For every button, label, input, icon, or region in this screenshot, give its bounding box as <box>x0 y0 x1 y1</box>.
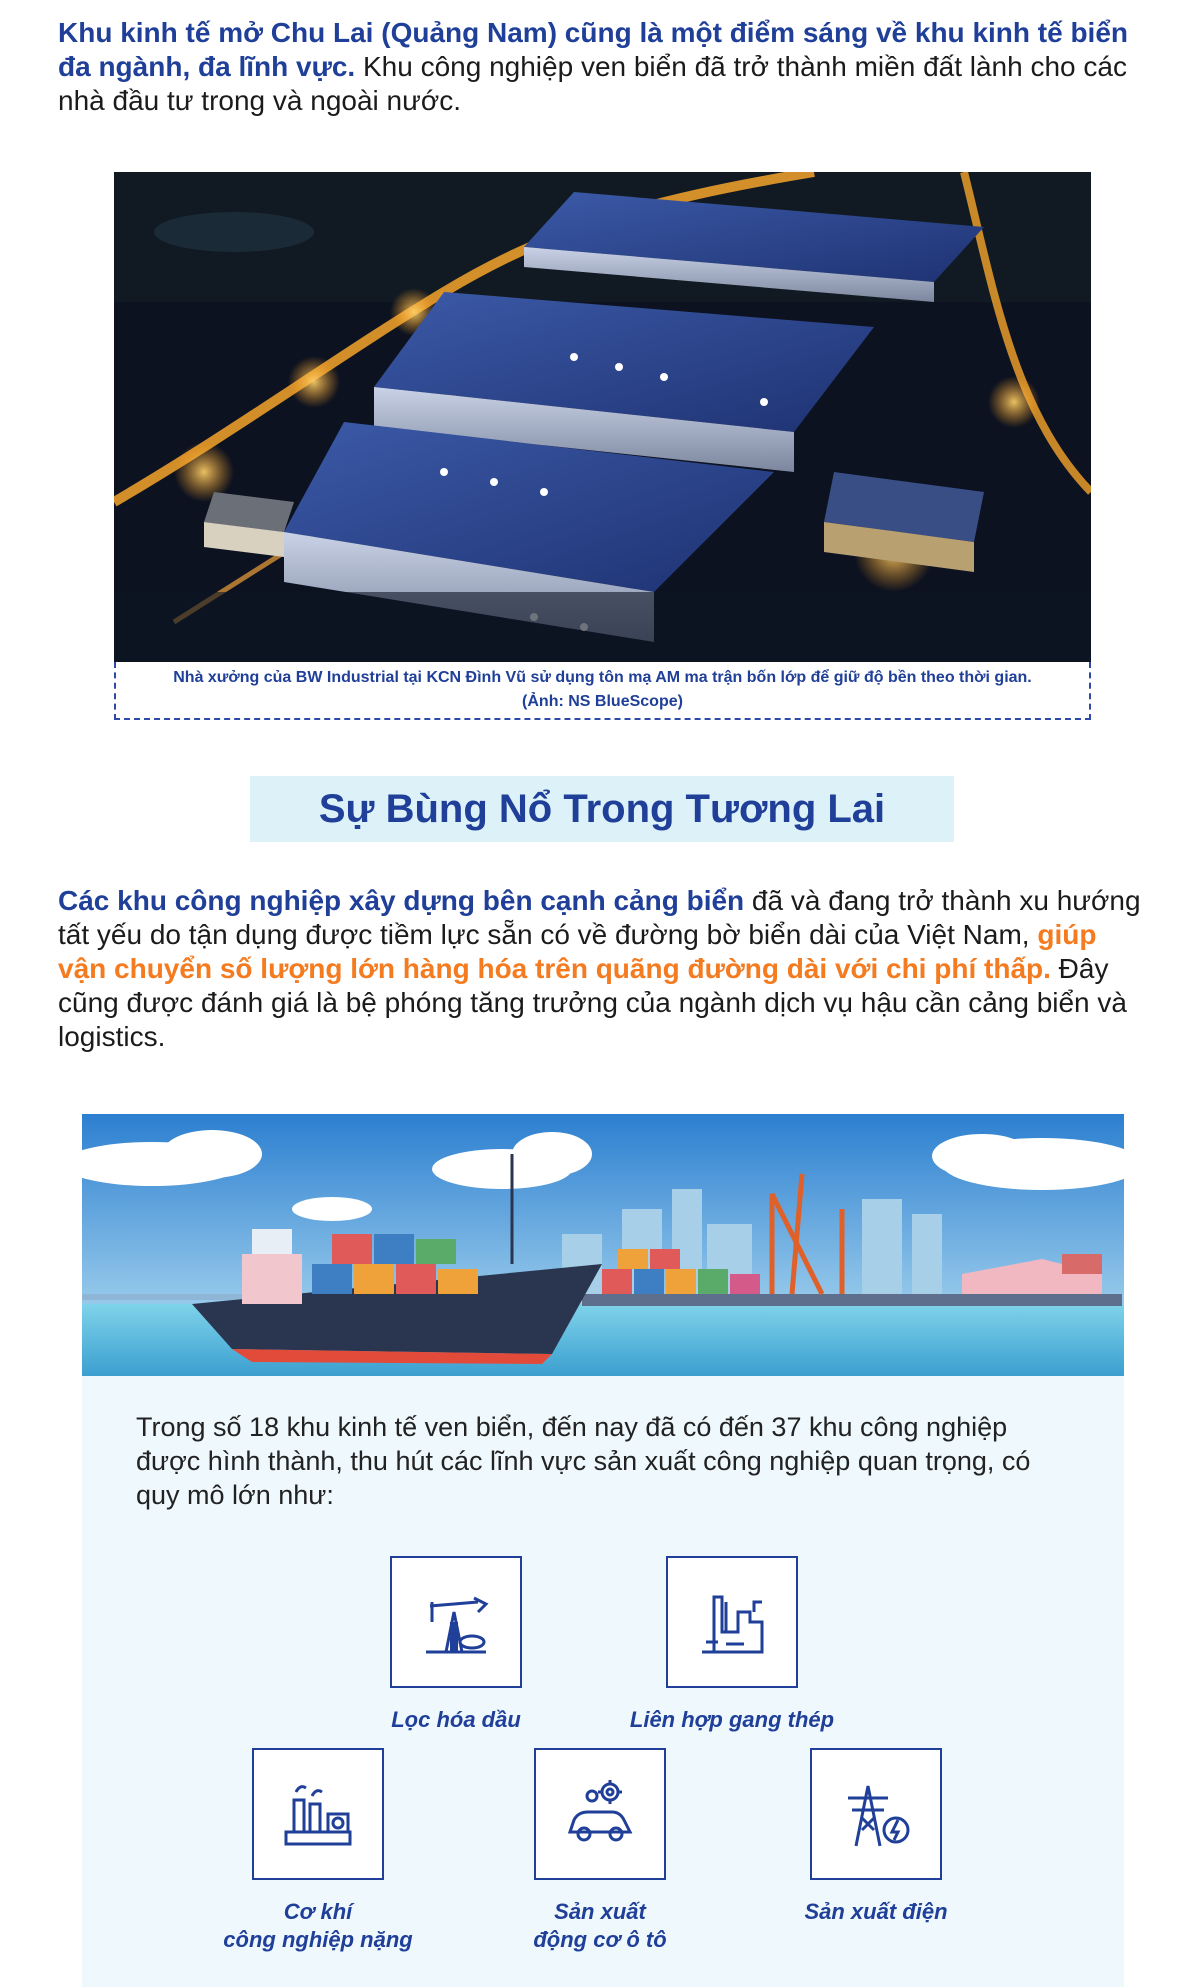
intro-paragraph <box>58 16 1142 118</box>
photo-caption-text: Nhà xưởng của BW Industrial tại KCN Đình Vũ sử dụng tôn mạ AM ma trận bốn lớp để giữ độ bền theo thời gian. (Ảnh: NS BlueScope) <box>173 669 1032 710</box>
section-heading: Sự Bùng Nổ Trong Tương Lai <box>318 786 886 831</box>
car-gear-icon <box>534 1748 666 1880</box>
intro-rest: Khu công nghiệp ven biển đã trở thành miền đất lành cho các nhà đầu tư trong và ngoài nước. <box>58 51 1127 116</box>
power-tower-icon <box>810 1748 942 1880</box>
industry-auto-engine <box>470 1748 730 1954</box>
body-tail: Đây cũng được đánh giá là bệ phóng tăng trưởng của ngành dịch vụ hậu cần cảng biển và logistics. <box>58 953 1127 1052</box>
section-heading-box <box>250 776 954 842</box>
body-text: đã và đang trở thành xu hướng tất yếu do tận dụng được tiềm lực sẵn có về đường bờ biển dài của Việt Nam, <box>58 885 1141 950</box>
panel-intro-text: Trong số 18 khu kinh tế ven biển, đến nay đã có đến 37 khu công nghiệp được hình thành, thu hút các lĩnh vực sản xuất công nghiệp quan trọng, có quy mô lớn như: <box>136 1412 1031 1510</box>
industry-label: Liên hợp gang thép <box>629 1707 835 1732</box>
industry-label: Sản xuất động cơ ô tô <box>533 1899 667 1952</box>
industry-steel <box>602 1556 862 1734</box>
industry-power <box>746 1748 1006 1926</box>
industry-heavy-engineering <box>188 1748 448 1954</box>
industry-label: Cơ khí công nghiệp nặng <box>223 1899 413 1952</box>
warehouse-night-photo <box>114 172 1091 662</box>
steel-plant-icon <box>666 1556 798 1688</box>
industries-panel <box>82 1376 1124 1987</box>
photo-caption <box>114 662 1091 720</box>
port-ship-illustration <box>82 1114 1124 1376</box>
intro-lead: Khu kinh tế mở Chu Lai (Quảng Nam) cũng là một điểm sáng về khu kinh tế biển đa ngành, đa lĩnh vực. <box>58 17 1129 82</box>
body-paragraph <box>58 884 1142 1054</box>
heavy-industry-icon <box>252 1748 384 1880</box>
industry-label: Lọc hóa dầu <box>391 1707 521 1732</box>
body-lead: Các khu công nghiệp xây dựng bên cạnh cảng biển <box>58 885 745 916</box>
oil-pump-icon <box>390 1556 522 1688</box>
industry-label: Sản xuất điện <box>804 1899 948 1924</box>
industry-oil-refining <box>326 1556 586 1734</box>
body-highlight: giúp vận chuyển số lượng lớn hàng hóa trên quãng đường dài với chi phí thấp. <box>58 919 1097 984</box>
